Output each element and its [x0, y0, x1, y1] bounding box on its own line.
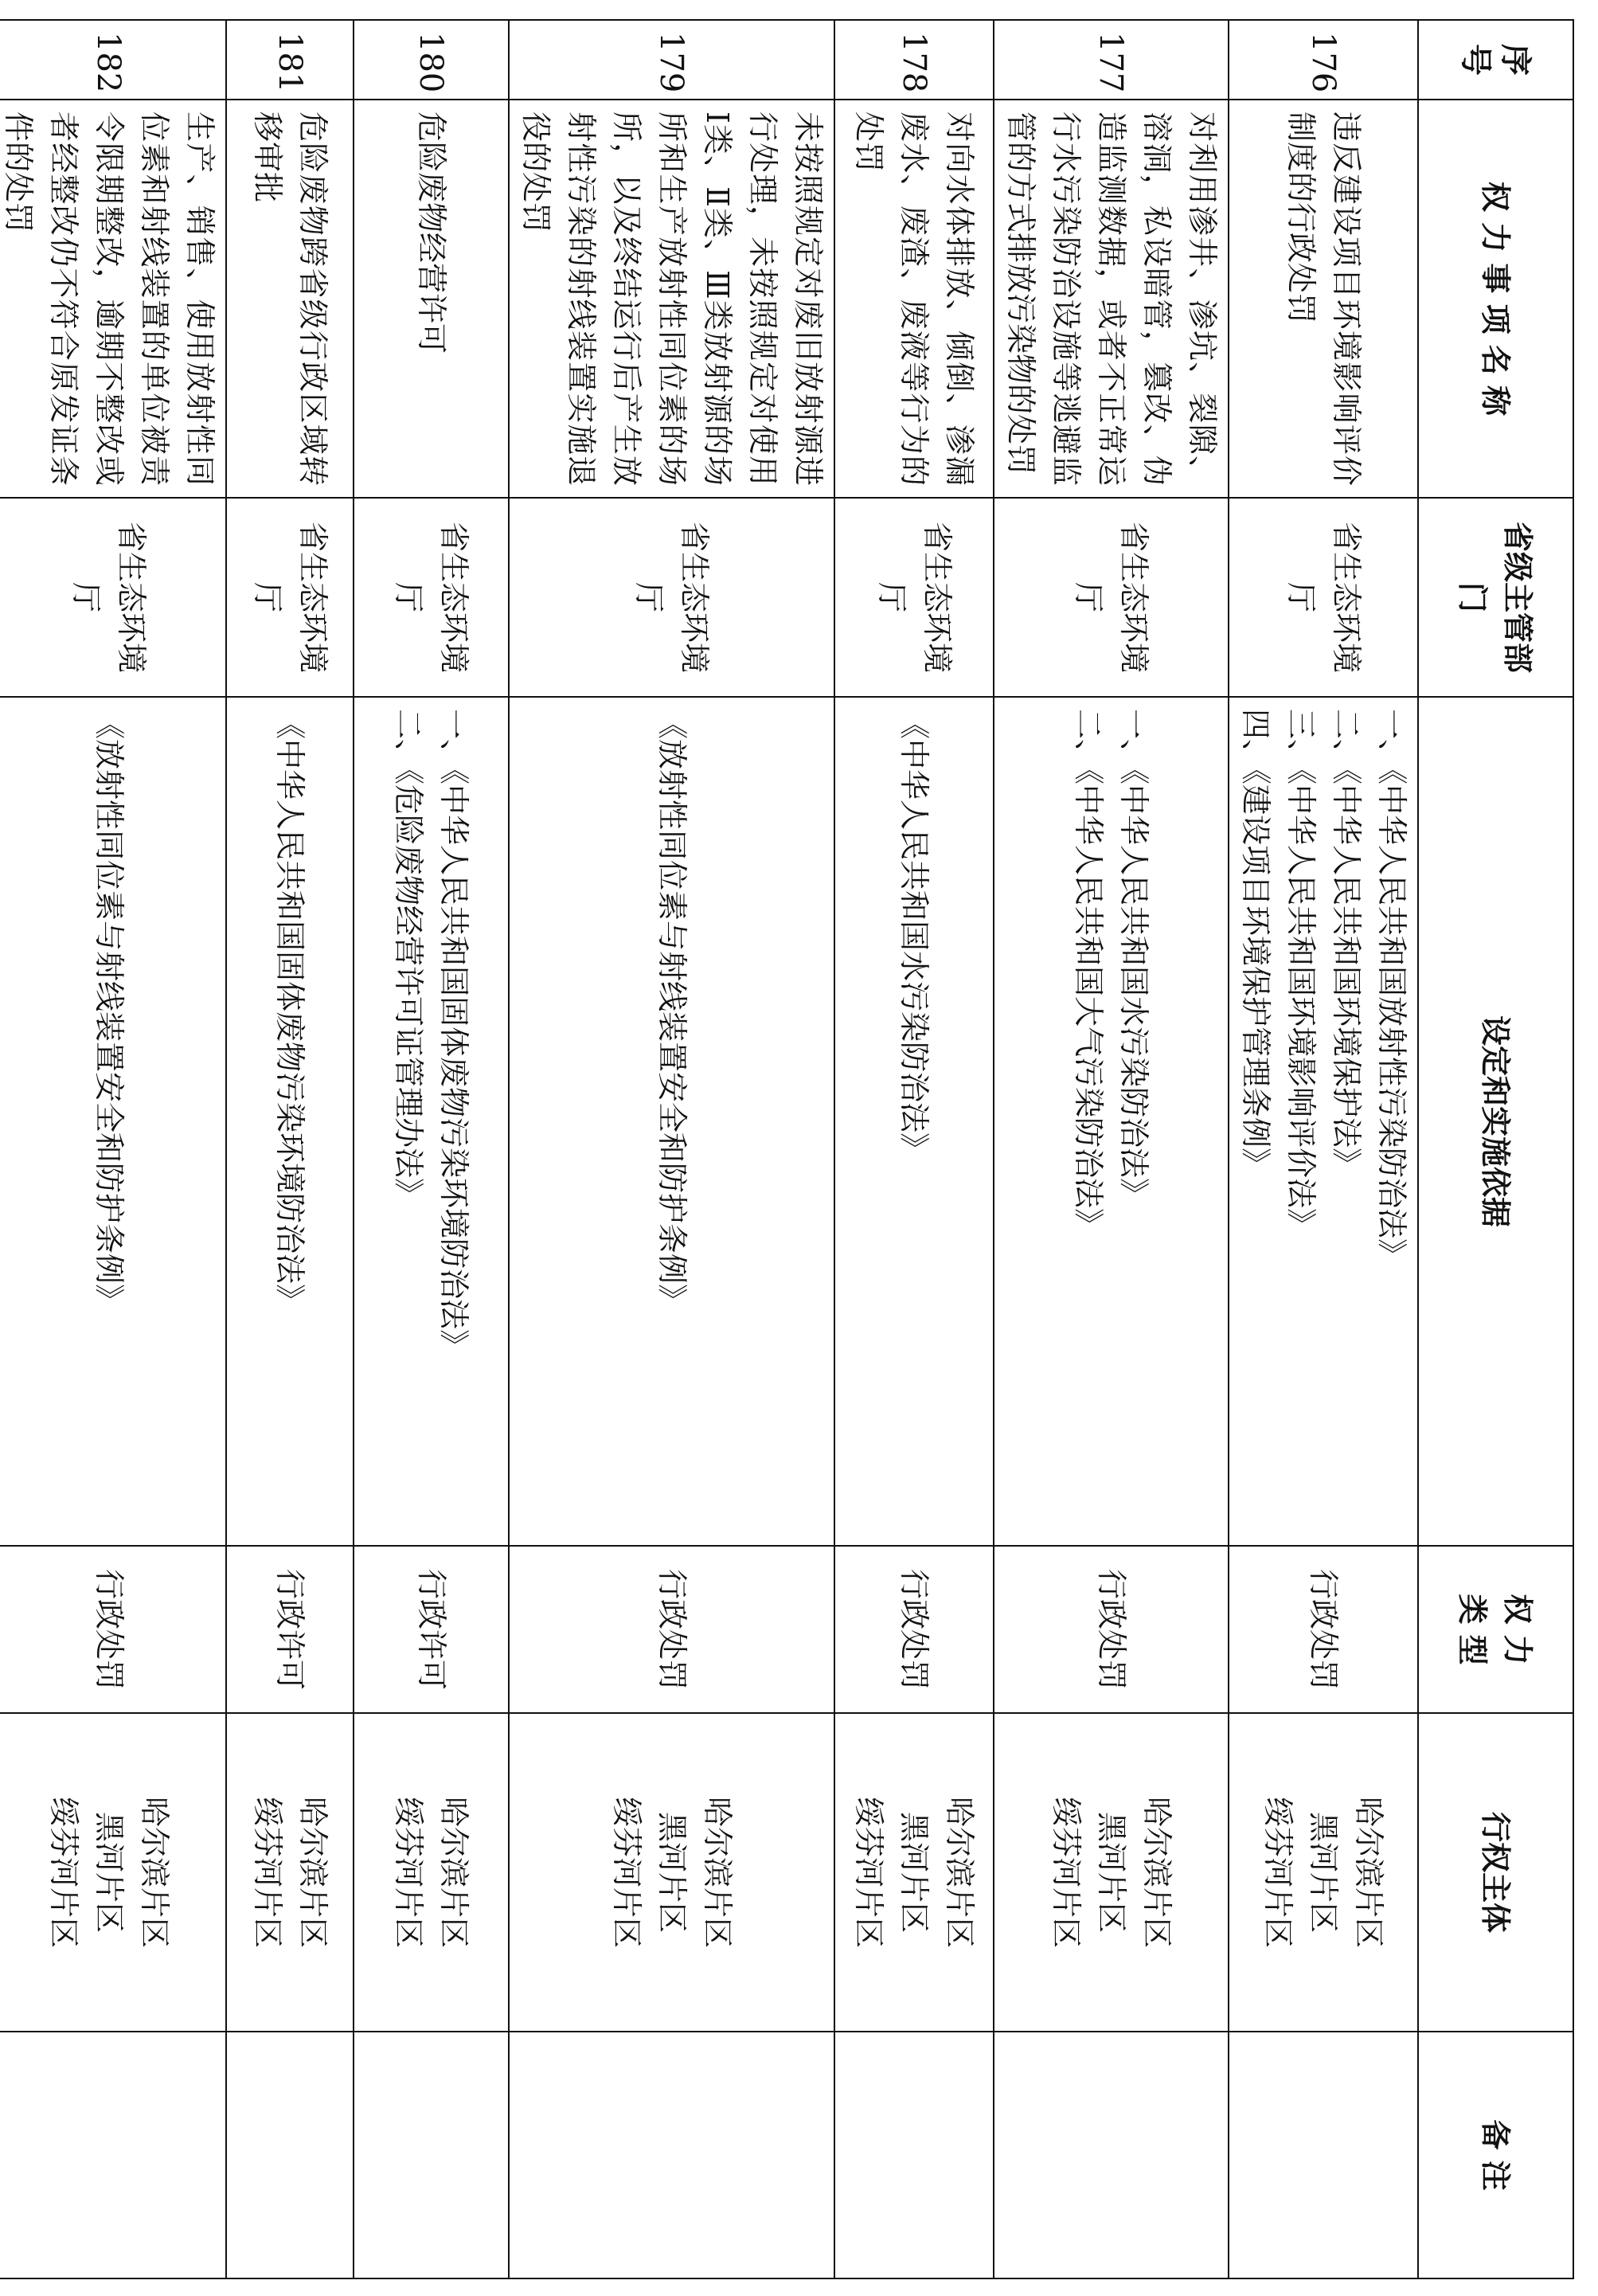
table-row [226, 20, 354, 2278]
row-dept: 省生态环境厅 [226, 498, 354, 697]
row-basis [994, 697, 1229, 1546]
header-name: 权 力 事 项 名 称 [1418, 100, 1573, 498]
subject-line: 绥芬河片区 [391, 1796, 427, 1948]
row-remark [0, 2032, 226, 2278]
row-type: 行政处罚 [1229, 1546, 1418, 1713]
subject-line: 哈尔滨片区 [137, 1796, 172, 1948]
row-name: 危险废物跨省级行政区域转移审批 [226, 100, 354, 498]
row-type: 行政处罚 [509, 1546, 834, 1713]
row-remark [226, 2032, 354, 2278]
row-seq: 176 [1229, 20, 1418, 100]
subject-line: 黑河片区 [897, 1811, 932, 1933]
basis-line: 一、《中华人民共和国固体废物污染环境防治法》 [436, 709, 472, 1360]
row-type: 行政处罚 [0, 1546, 226, 1713]
basis-line: 《放射性同位素与射线装置安全和防护条例》 [92, 709, 127, 1315]
basis-line: 四、《建设项目环境保护管理条例》 [1238, 709, 1273, 1179]
header-subject: 行权主体 [1418, 1713, 1573, 2032]
subject-line: 黑河片区 [1306, 1811, 1342, 1933]
row-subject [0, 1713, 226, 2032]
table-row [509, 20, 834, 2278]
row-name: 对向水体排放、倾倒、渗漏废水、废渣、废液等行为的处罚 [834, 100, 994, 498]
basis-line: 一、《中华人民共和国水污染防治法》 [1116, 709, 1152, 1209]
table-row [0, 20, 226, 2278]
row-subject [354, 1713, 509, 2032]
table-header-row [1418, 20, 1573, 2278]
row-seq: 182 [0, 20, 226, 100]
row-remark [354, 2032, 509, 2278]
row-subject [226, 1713, 354, 2032]
subject-line: 哈尔滨片区 [436, 1796, 472, 1948]
subject-line: 黑河片区 [1094, 1811, 1129, 1933]
subject-line: 哈尔滨片区 [1139, 1796, 1174, 1948]
row-seq: 178 [834, 20, 994, 100]
row-subject [509, 1713, 834, 2032]
basis-line: 二、《中华人民共和国环境保护法》 [1329, 709, 1364, 1179]
subject-line: 绥芬河片区 [1049, 1796, 1084, 1948]
row-basis [1229, 697, 1418, 1546]
row-subject [834, 1713, 994, 2032]
table-row [994, 20, 1229, 2278]
row-basis [354, 697, 509, 1546]
row-dept: 省生态环境厅 [0, 498, 226, 697]
row-subject [994, 1713, 1229, 2032]
subject-line: 黑河片区 [92, 1811, 127, 1933]
row-dept: 省生态环境厅 [1229, 498, 1418, 697]
row-basis [0, 697, 226, 1546]
row-subject [1229, 1713, 1418, 2032]
header-dept: 省级主管部门 [1418, 498, 1573, 697]
subject-line: 绥芬河片区 [46, 1796, 81, 1948]
row-dept: 省生态环境厅 [994, 498, 1229, 697]
header-seq: 序 号 [1418, 20, 1573, 100]
basis-line: 二、《危险废物经营许可证管理办法》 [391, 709, 427, 1209]
row-type: 行政许可 [354, 1546, 509, 1713]
row-name: 违反建设项目环境影响评价制度的行政处罚 [1229, 100, 1418, 498]
basis-line: 《放射性同位素与射线装置安全和防护条例》 [654, 709, 690, 1315]
row-remark [1229, 2032, 1418, 2278]
row-remark [834, 2032, 994, 2278]
row-dept: 省生态环境厅 [354, 498, 509, 697]
subject-line: 哈尔滨片区 [295, 1796, 330, 1948]
basis-line: 三、《中华人民共和国环境影响评价法》 [1283, 709, 1319, 1239]
row-dept: 省生态环境厅 [834, 498, 994, 697]
basis-line: 二、《中华人民共和国大气污染防治法》 [1071, 709, 1107, 1239]
row-dept: 省生态环境厅 [509, 498, 834, 697]
header-remark: 备 注 [1418, 2032, 1573, 2278]
row-name: 对利用渗井、渗坑、裂隙、溶洞，私设暗管，篡改、伪造监测数据，或者不正常运行水污染防治设施等逃避监管的方式排放污染物的处罚 [994, 100, 1229, 498]
header-type: 权 力 类 型 [1418, 1546, 1573, 1713]
basis-line: 《中华人民共和国水污染防治法》 [897, 709, 932, 1164]
row-name: 未按照规定对废旧放射源进行处理，未按照规定对使用Ⅰ类、Ⅱ类、Ⅲ类放射源的场所和生产放射性同位素的场所，以及终结运行后产生放射性污染的射线装置实施退役的处罚 [509, 100, 834, 498]
row-basis [226, 697, 354, 1546]
table-row [1229, 20, 1418, 2278]
subject-line: 绥芬河片区 [1260, 1796, 1296, 1948]
row-seq: 177 [994, 20, 1229, 100]
row-type: 行政处罚 [994, 1546, 1229, 1713]
row-seq: 179 [509, 20, 834, 100]
header-basis: 设定和实施依据 [1418, 697, 1573, 1546]
table-row [354, 20, 509, 2278]
subject-line: 哈尔滨片区 [1351, 1796, 1387, 1948]
row-basis [834, 697, 994, 1546]
power-items-table [0, 19, 1574, 2279]
row-remark [994, 2032, 1229, 2278]
basis-line: 一、《中华人民共和国放射性污染防治法》 [1374, 709, 1409, 1269]
basis-line: 《中华人民共和国固体废物污染环境防治法》 [272, 709, 308, 1315]
subject-line: 绥芬河片区 [609, 1796, 644, 1948]
row-seq: 181 [226, 20, 354, 100]
subject-line: 哈尔滨片区 [700, 1796, 735, 1948]
row-type: 行政许可 [226, 1546, 354, 1713]
subject-line: 绥芬河片区 [851, 1796, 887, 1948]
row-seq: 180 [354, 20, 509, 100]
row-type: 行政处罚 [834, 1546, 994, 1713]
row-name: 危险废物经营许可 [354, 100, 509, 498]
subject-line: 绥芬河片区 [250, 1796, 285, 1948]
subject-line: 哈尔滨片区 [942, 1796, 978, 1948]
row-name: 生产、销售、使用放射性同位素和射线装置的单位被责令限期整改，逾期不整改或者经整改仍不符合原发证条件的处罚 [0, 100, 226, 498]
table-row [834, 20, 994, 2278]
subject-line: 黑河片区 [654, 1811, 690, 1933]
row-basis [509, 697, 834, 1546]
row-remark [509, 2032, 834, 2278]
